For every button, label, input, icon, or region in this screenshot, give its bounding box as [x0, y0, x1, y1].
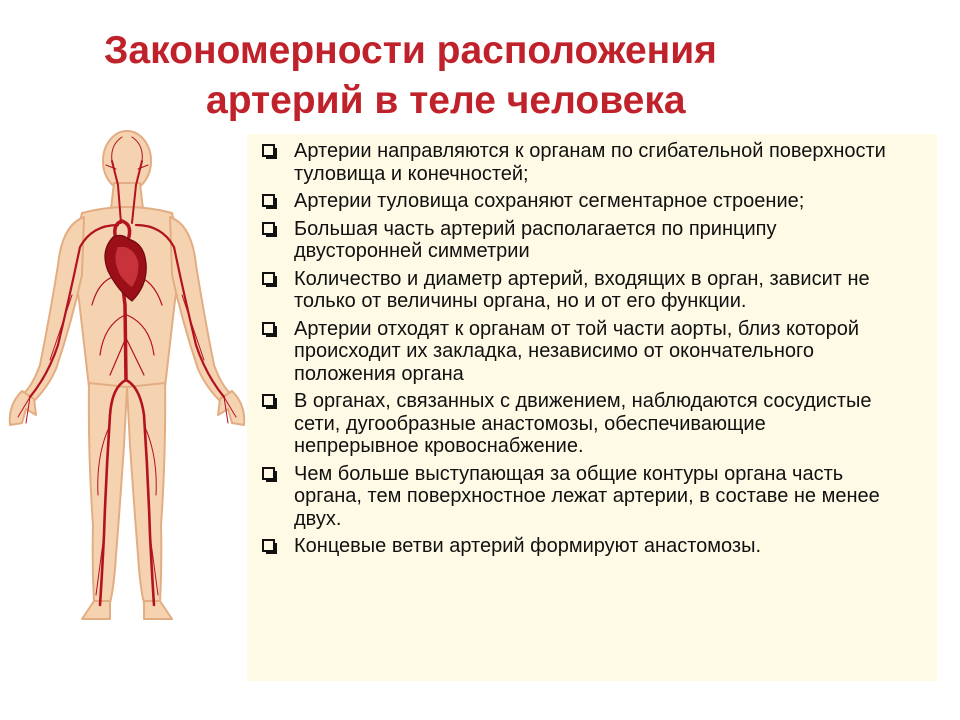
slide-title [60, 26, 900, 126]
list-item [257, 463, 887, 531]
checkbox-square-icon [262, 222, 275, 235]
checkbox-square-icon [262, 539, 275, 552]
list-item [257, 535, 887, 558]
list-item [257, 318, 887, 386]
bullet-text: Артерии направляются к органам по сгибательной поверхности туловища и конечностей; [294, 140, 886, 185]
slide-title-line-2: артерий в теле человека [206, 79, 686, 122]
checkbox-square-icon [262, 272, 275, 285]
slide-title-line-1: Закономерности расположения [104, 29, 717, 72]
bullet-text: В органах, связанных с движением, наблюдаются сосудистые сети, дугообразные анастомозы, обеспечивающие непрерывное кровоснабжение. [294, 390, 872, 457]
checkbox-square-icon [262, 194, 275, 207]
human-body-arteries-illustration [0, 125, 250, 630]
list-item [257, 390, 887, 458]
bullet-text: Чем больше выступающая за общие контуры органа часть органа, тем поверхностное лежат артерии, в составе не менее двух. [294, 462, 880, 530]
bullet-list [257, 140, 887, 563]
list-item [257, 268, 887, 313]
bullet-text: Большая часть артерий располагается по принципу двусторонней симметрии [294, 217, 777, 262]
checkbox-square-icon [262, 144, 275, 157]
bullet-text: Артерии туловища сохраняют сегментарное строение; [294, 190, 805, 212]
bullet-text: Артерии отходят к органам от той части аорты, близ которой происходит их закладка, независимо от окончательного положения органа [294, 317, 860, 385]
checkbox-square-icon [262, 322, 275, 335]
list-item [257, 218, 887, 263]
text-panel [247, 134, 937, 681]
list-item [257, 140, 887, 185]
checkbox-square-icon [262, 467, 275, 480]
checkbox-square-icon [262, 394, 275, 407]
bullet-text: Количество и диаметр артерий, входящих в орган, зависит не только от величины органа, но и от его функции. [294, 267, 870, 312]
bullet-text: Концевые ветви артерий формируют анастомозы. [294, 535, 762, 557]
list-item [257, 190, 887, 213]
